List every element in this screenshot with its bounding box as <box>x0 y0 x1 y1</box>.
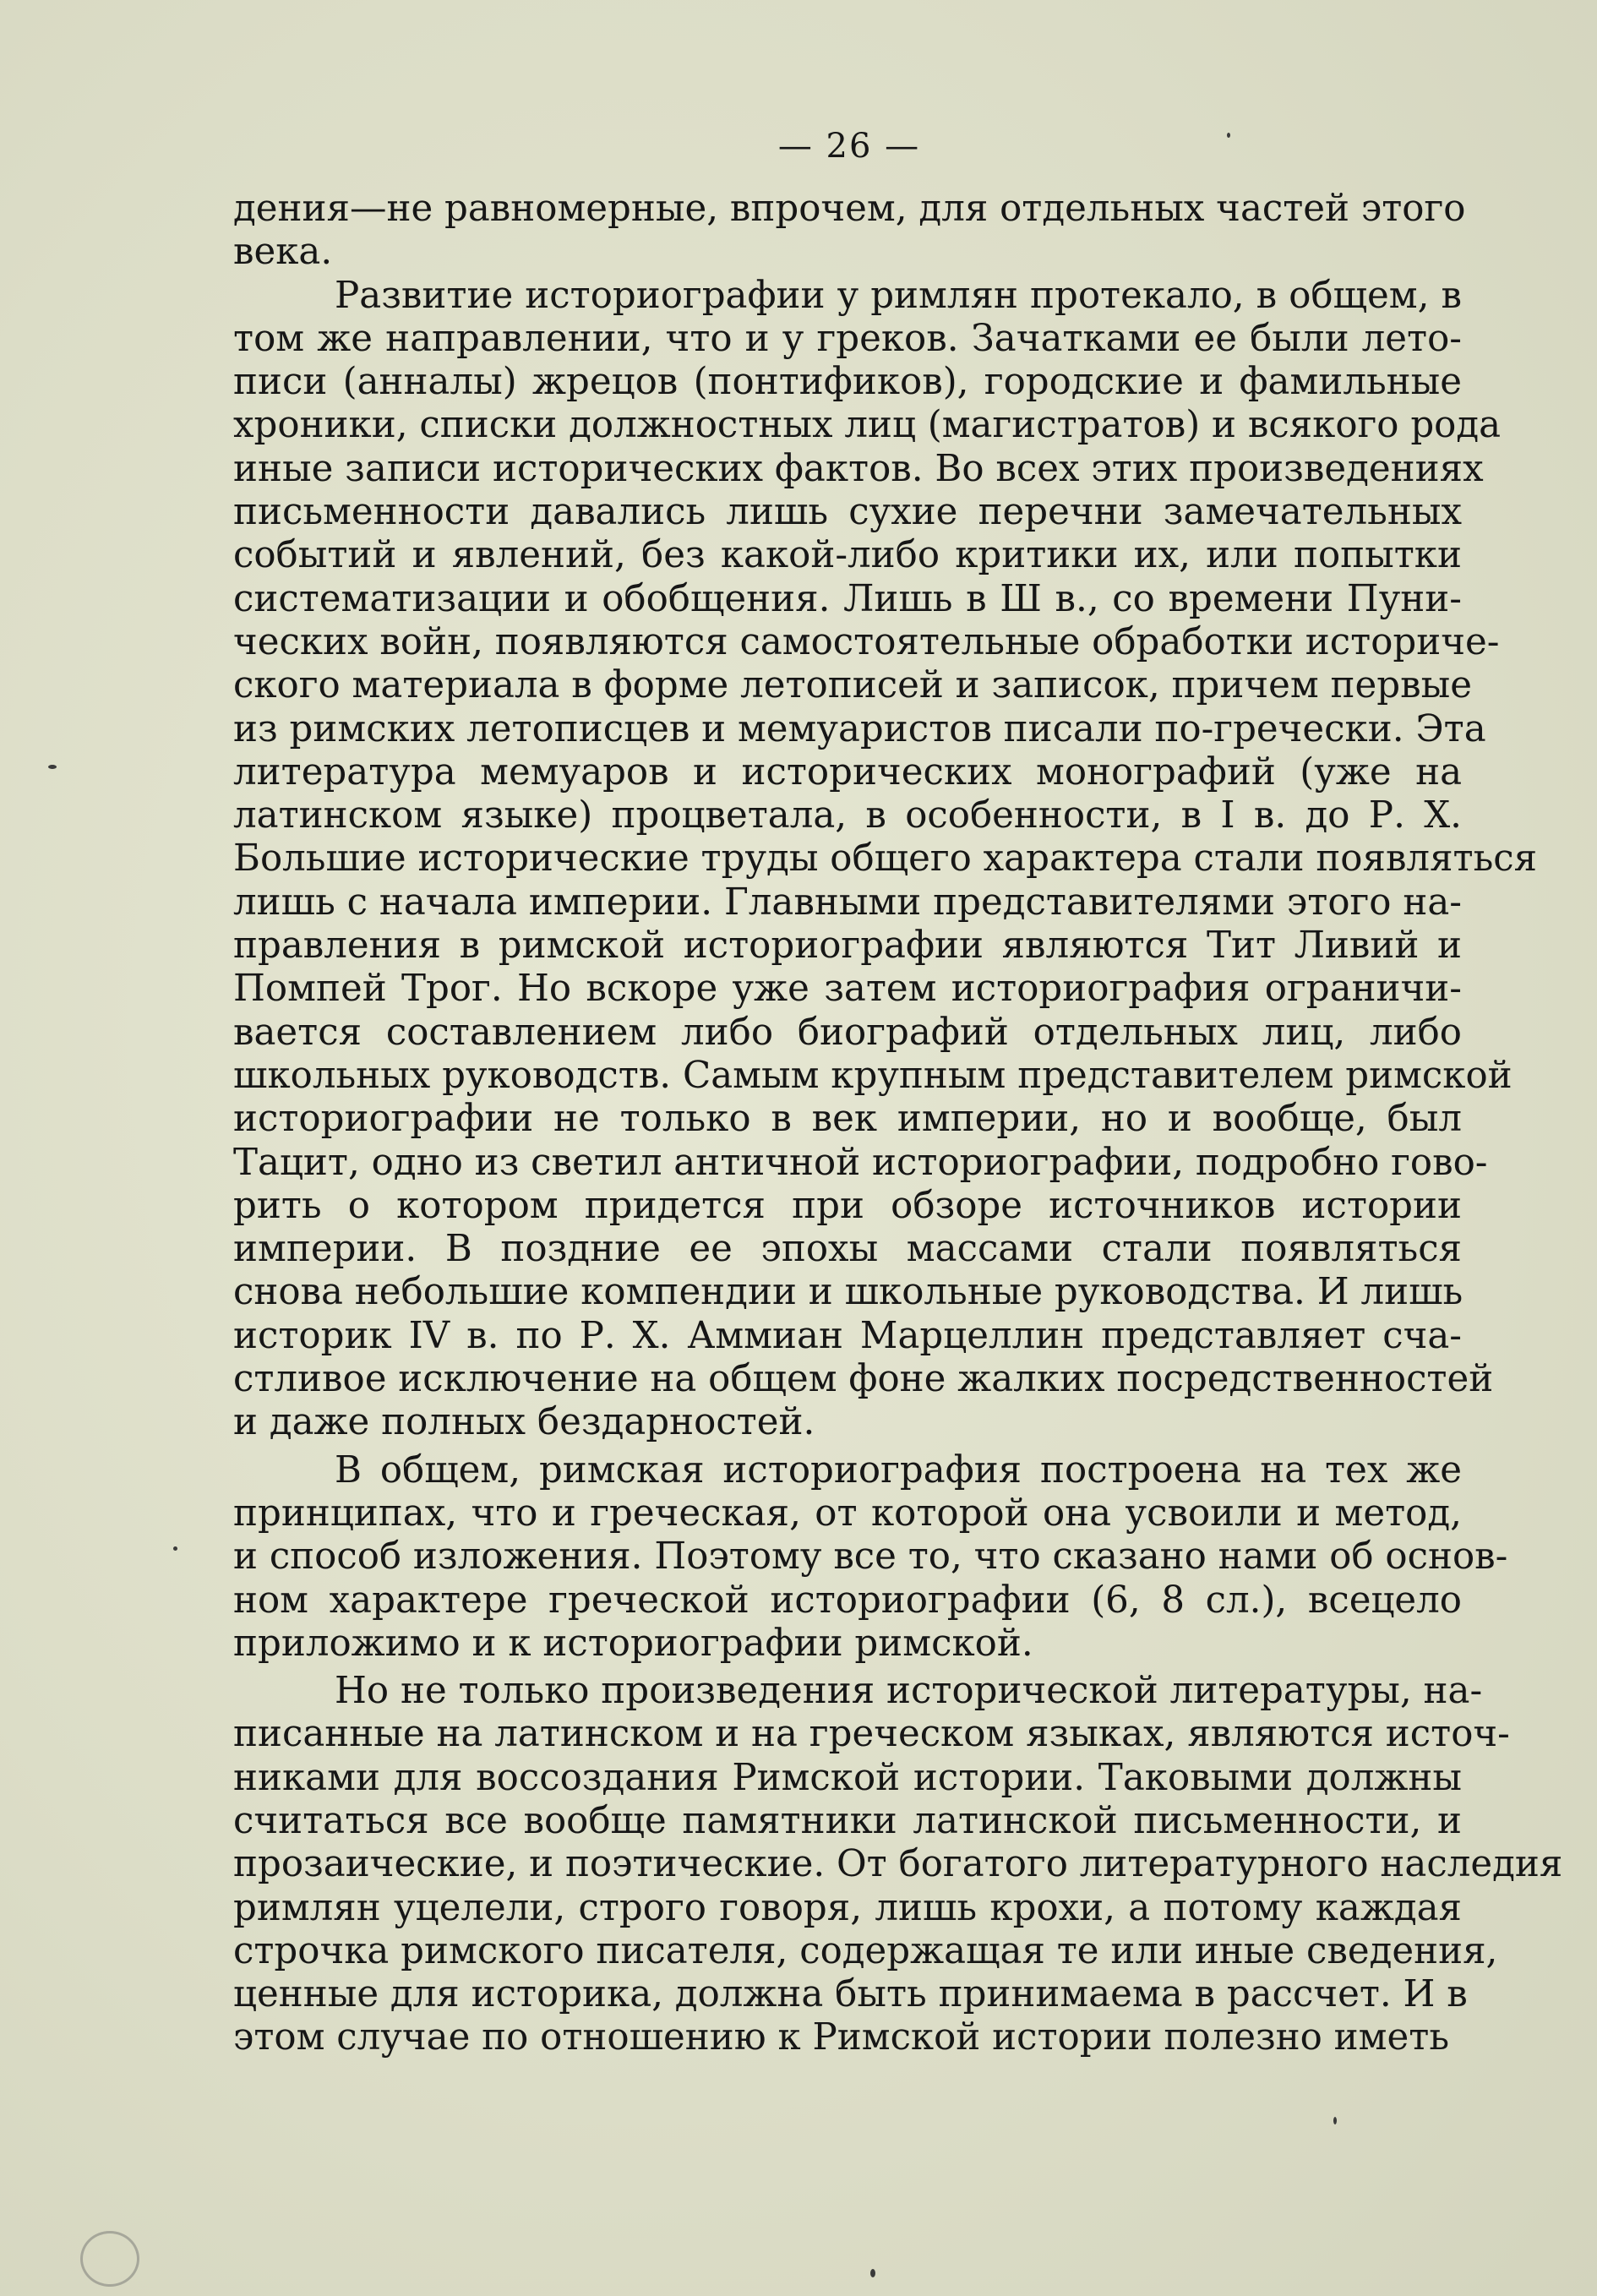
text-line: Помпей Трог. Но вскоре уже затем историография ограничи- <box>233 968 1462 1011</box>
text-line: и способ изложения. Поэтому все то, что сказано нами об основ- <box>233 1535 1508 1579</box>
text-line: историографии не только в век империи, но и вообще, был <box>233 1098 1462 1141</box>
ink-speck <box>870 2269 875 2277</box>
text-line: ского материала в форме летописей и записок, причем первые <box>233 664 1472 707</box>
text-line: письменности давались лишь сухие перечни замечательных <box>233 491 1462 534</box>
text-line: и даже полных бездарностей. <box>233 1401 815 1444</box>
text-line: событий и явлений, без какой-либо критики их, или попытки <box>233 534 1462 577</box>
text-line: лишь с начала империи. Главными представителями этого на- <box>233 881 1462 924</box>
paragraph <box>233 1448 1508 1666</box>
text-line: латинском языке) процветала, в особенности, в I в. до Р. Х. <box>233 794 1462 837</box>
paragraph <box>233 188 1466 275</box>
paragraph <box>233 274 1538 1445</box>
text-line: историк IV в. по Р. Х. Аммиан Марцеллин представляет сча- <box>233 1314 1462 1357</box>
text-line: из римских летописцев и мемуаристов писали по-гречески. Эта <box>233 707 1486 750</box>
ink-speck <box>48 765 57 769</box>
text-line: римлян уцелели, строго говоря, лишь крохи, а потому каждая <box>233 1886 1462 1929</box>
text-line: снова небольшие компендии и школьные руководства. И лишь <box>233 1271 1463 1314</box>
text-line: принципах, что и греческая, от которой она усвоили и метод, <box>233 1492 1462 1535</box>
text-line: прозаические, и поэтические. От богатого литературного наследия <box>233 1843 1563 1886</box>
text-line: Большие исторические труды общего характера стали появляться <box>233 837 1538 881</box>
text-line: стливое исключение на общем фоне жалких посредственностей <box>233 1358 1494 1401</box>
text-line: Но не только произведения исторической литературы, на- <box>335 1670 1483 1713</box>
text-line: правления в римской историографии являются Тит Ливий и <box>233 924 1462 968</box>
text-line: литература мемуаров и исторических монографий (уже на <box>233 750 1462 794</box>
text-line: Тацит, одно из светил античной историографии, подробно гово- <box>233 1141 1488 1184</box>
text-line: дения—не равномерные, впрочем, для отдельных частей этого <box>233 188 1466 230</box>
text-line: хроники, списки должностных лиц (магистратов) и всякого рода <box>233 404 1502 447</box>
page-number: — 26 — <box>777 127 921 166</box>
text-line: считаться все вообще памятники латинской письменности, и <box>233 1799 1462 1842</box>
text-line: ном характере греческой историографии (6, 8 сл.), всецело <box>233 1579 1462 1622</box>
text-line: Развитие историографии у римлян протекало, в общем, в <box>335 274 1462 317</box>
ink-speck <box>1333 2117 1337 2124</box>
text-line: империи. В поздние ее эпохы массами стали появляться <box>233 1228 1462 1271</box>
text-line: ческих войн, появляются самостоятельные обработки историче- <box>233 620 1500 663</box>
ink-speck <box>1227 133 1230 138</box>
text-line: систематизации и обобщения. Лишь в Ш в., со времени Пуни- <box>233 577 1462 620</box>
text-line: писанные на латинском и на греческом языках, являются источ- <box>233 1713 1510 1756</box>
text-line: приложимо и к историографии римской. <box>233 1622 1033 1665</box>
library-stamp-mark <box>80 2231 139 2287</box>
text-line: этом случае по отношению к Римской истории полезно иметь <box>233 2016 1450 2059</box>
text-line: школьных руководств. Самым крупным представителем римской <box>233 1054 1513 1097</box>
paragraph <box>233 1670 1563 2060</box>
text-line: строчка римского писателя, содержащая те или иные сведения, <box>233 1929 1498 1972</box>
text-line: В общем, римская историография построена на тех же <box>335 1448 1462 1492</box>
body-text <box>233 188 1563 2060</box>
text-line: никами для воссоздания Римской истории. Таковыми должны <box>233 1756 1462 1799</box>
ink-speck <box>173 1546 177 1551</box>
text-line: писи (анналы) жрецов (понтификов), городские и фамильные <box>233 361 1462 404</box>
text-line: ценные для историка, должна быть принимаема в рассчет. И в <box>233 1973 1468 2016</box>
text-line: века. <box>233 231 333 274</box>
text-line: иные записи исторических фактов. Во всех этих произведениях <box>233 447 1484 490</box>
text-line: вается составлением либо биографий отдельных лиц, либо <box>233 1011 1462 1054</box>
text-line: рить о котором придется при обзоре источников истории <box>233 1184 1462 1227</box>
text-line: том же направлении, что и у греков. Зачатками ее были лето- <box>233 317 1462 360</box>
